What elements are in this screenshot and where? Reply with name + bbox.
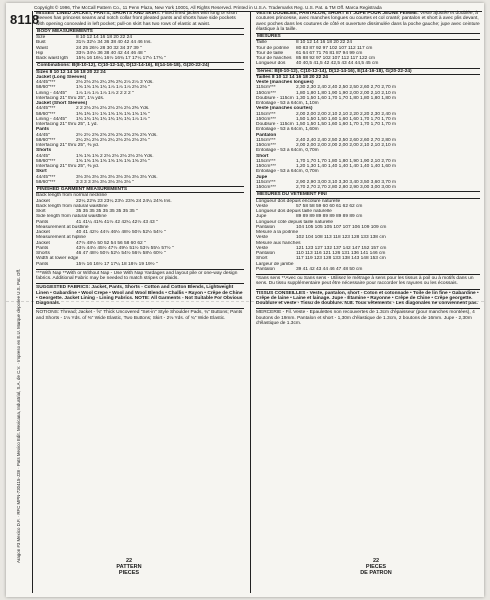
vetement-fini-row-label: Veste [256, 245, 269, 251]
finished-measurement-row-values: 47½ 48½ 50 52 54 56 58 60 62 " [76, 240, 146, 246]
metrage-row-label: 150cm*** [256, 164, 276, 169]
nap-note: ***With Nap **With or Without Nap - Use With Nap Yardages and layout pile or one-way design fabrics. Additional Fabric may be needed to match stripes or plaids. [36, 269, 244, 282]
vetement-fini-row-values: 102 104 108 113 118 123 128 133 138 cm [296, 235, 386, 241]
fabric-row-label: 58/60"*** [36, 85, 56, 91]
vetement-fini-row-values: 89 89 89 89 89 89 89 89 89 cm [296, 214, 363, 220]
fabric-row-label: Skirt [36, 169, 47, 175]
finished-measurement-row-label: Pants [36, 261, 49, 267]
metrage-row-label: 115cm*** [256, 179, 276, 185]
finished-measurement-row-label: Width at lower edge [36, 256, 79, 262]
mesure-row [256, 61, 480, 66]
pattern-pieces-label-2: PIECES [118, 570, 140, 577]
fabric-row-values: 2½ 2½ 2⅝ 2⅝ 2⅝ 2⅝ 2⅝ 2⅝ 2⅝ Yds. [76, 132, 158, 138]
fabric-row-label: 44/45" [36, 153, 50, 159]
fabric-row-values: 1⅞ 1⅞ 1⅞ 1⅞ 1⅞ 2 2 2 2 " [76, 90, 134, 96]
pieces-de-patron-label-2: DE PATRON [360, 570, 392, 577]
finished-measurement-row-label: Measurement at bustline [36, 224, 89, 230]
mesures-table [256, 40, 480, 66]
body-measurement-row-values: 15¾ 16 16¼ 16½ 16¾ 17 17¼ 17½ 17¾ " [76, 56, 166, 61]
finished-measurement-row [36, 262, 244, 267]
tailles-header-text: Tailles 8 10 12 14 16 18 20 22 24 [256, 74, 328, 80]
body-measurement-row-values: 24 25 26½ 28 30 32 34 37 39 " [76, 45, 142, 51]
vetement-fini-row-values: 117 119 123 128 133 138 143 148 153 cm [296, 256, 386, 262]
metrage-row-values: 1,30 1,50 1,60 1,70 1,70 1,80 1,80 1,80 1,80 m [296, 95, 397, 101]
vetement-fini-row [256, 267, 480, 272]
metrage-row-values: 1,70 1,70 1,70 1,80 1,80 1,90 1,90 2,10 2,70 m [296, 158, 397, 164]
metrage-row-label: Veste (manches longues) [256, 80, 314, 85]
mesure-row-label: Tour de hanches [256, 56, 292, 61]
vetement-fini-row-label: Jupe [256, 214, 267, 220]
vetement-fini-row-label: Longueur dos depuis encolure naturelle [256, 198, 341, 204]
mesure-row-label: Tour de poitrine [256, 45, 290, 51]
pieces-de-patron-count [336, 558, 416, 577]
vetement-fini-table [256, 199, 480, 273]
fabric-row-label: 58/60"*** [36, 179, 56, 185]
metrage-row-label: 115cm*** [256, 111, 276, 117]
body-measurement-row-label: Hip [36, 50, 44, 56]
fabric-row-label: Jacket (Short Sleeves) [36, 101, 88, 106]
body-measurement-row-label: Waist [36, 45, 48, 51]
body-measurements-heading: BODY MEASUREMENTS [36, 28, 244, 35]
pattern-pieces-label-1: PATTERN [116, 564, 142, 571]
pieces-de-patron-label-1: PIECES [365, 564, 387, 571]
fabric-row-label: Interfacing 21" thru 25", 1⅛ yds. [36, 95, 105, 101]
metrage-row-label: Entoilage - 53 à 64cm, 0,70m [256, 169, 319, 175]
fabric-row-label: Interfacing 21" thru 25", ⅜ yd. [36, 164, 100, 169]
vetement-fini-row-label: Veste [256, 203, 269, 209]
fabric-row-label: Interfacing 21" thru 25", 1 yd. [36, 122, 98, 127]
finished-measurement-row-values: 22¼ 22⅝ 23 23¼ 23½ 23⅝ 24 24¼ 24⅝ Ins. [76, 198, 172, 204]
french-description-body: Veste ajustée et doublée, à coutures princesse, avec manches longues ou courtes et col cranté; pantalon et short à avec plis devant, avec poches dans les coutures de côté et ouverture dissimulée dans la poche gauche; jupe avec ceinture élastique à la taille. [256, 11, 480, 32]
mesure-row-values: 85 88 92 97 102 107 112 117 122 cm [296, 56, 376, 61]
finished-measurement-row-label: Side length from natural waistline [36, 214, 107, 220]
metrage-row-label: Doublure - 115cm [256, 95, 294, 101]
fabric-row-values: 1¾ 1¾ 1¾ 1¾ 1¾ 1¾ 1¾ 1⅞ 1⅞ " [76, 116, 150, 122]
finished-measurement-row-values: 35 35 35 35 35 35 35 35 35 " [76, 209, 138, 214]
fabric-row-values: 2¼ 2¼ 2⅛ 2⅛ 2¼ 2⅛ 2⅛ 2⅛ 2⅛ " [76, 137, 150, 143]
fabric-row-label: Shorts [36, 148, 52, 154]
finished-measurement-row-label: Back length from normal neckline [36, 193, 107, 199]
metrage-row-label: Veste (manches courtes) [256, 106, 313, 112]
body-measurement-row-label: Bust [36, 40, 46, 46]
metrage-table [256, 80, 480, 190]
sens-note: *Sans sens **Avec ou Sans sens - Utilisez le métrage à sens pour les tissus à poil ou à motifs dans un sens. Du tissu supplémentaire peut être nécessaire pour raccorder les rayures ou les écossais. [256, 274, 480, 287]
metrage-row-values: 2,40 2,40 2,40 2,50 2,50 2,60 2,60 2,70 2,80 m [296, 137, 397, 143]
fabric-row-values: 2 2 2⅛ 2⅛ 2⅛ 2⅛ 2⅛ 2⅛ 2⅜ Yds. [76, 106, 150, 112]
english-description [36, 11, 244, 27]
tissus-conseilles: TISSUS CONSEILLES - Veste, pantalon, short - Coton et cotonnade • Toile de lin fine • Gabardine • Crêpe de laine • Laine et lainage. Jupe - Étamine • Rayonne • Crêpe de Chine • Crêpe georgette. Doublure et veste - Tissu de doublure. N.B. Tous vêtements - Les diagonales ne conviennent pas. [256, 290, 479, 306]
metrage-row-label: Entoilage - 53 à 64cm, 1,60m [256, 127, 319, 133]
fabric-row-label: Lining - 44/45" [36, 116, 67, 122]
fabric-row-values: 1⅝ 1⅝ 1⅝ 2 2⅛ 2⅛ 2⅛ 2⅛ 2⅛ Yds. [76, 153, 154, 159]
vetement-fini-row-label: Longueur côté depuis taille naturelle [256, 219, 334, 225]
pattern-pieces-number: 22 [125, 558, 133, 564]
fabric-requirements-table [36, 75, 244, 185]
mesure-row-values: 61 64 67 71 76 81 87 94 99 cm [296, 50, 363, 56]
metrage-row-values: 2,90 2,90 3,00 3,10 3,30 3,40 3,50 3,60 3,70 m [296, 179, 397, 185]
fabric-row-label: Jacket (Long Sleeves) [36, 74, 87, 80]
metrage-row-label: 115cm*** [256, 137, 276, 143]
fabric-row-label: 58/60"*** [36, 158, 56, 164]
vetement-fini-row-label: Longueur dos depuis taille naturelle [256, 209, 332, 214]
metrage-row-label: Short [256, 153, 269, 159]
pattern-envelope-back [6, 3, 484, 597]
fabric-row-label: 58/60"*** [36, 137, 56, 143]
center-divider [250, 11, 251, 593]
metrage-row-label: 115cm*** [256, 85, 276, 91]
suggested-fabrics: SUGGESTED FABRICS: Jacket, Pants, Shorts - Cotton and Cotton Blends, Lightweight Linen • Gabardine • Wool Crepe • Wool and Wool Blends • Challis • Rayon • Crêpe de Chine • Georgette. Jacket Lining - Lining Fabrics. NOTE: All Garments - Not Suitable For Obvious Diagonals. [36, 285, 243, 306]
vetement-fini-row-values: 121 123 127 132 137 142 147 152 157 cm [296, 245, 387, 251]
metrage-row-label: 115cm*** [256, 158, 276, 164]
finished-measurement-row-values: 40 41 42½ 44½ 46½ 48½ 50½ 52½ 54½ " [76, 230, 166, 235]
vetement-fini-row-values: 110 113 116 121 126 131 136 141 146 cm [296, 251, 386, 256]
mesure-row-values: 8 10 12 14 16 18 20 22 24 [296, 40, 353, 46]
sizes-header-text: Sizes 8 10 12 14 16 18 20 22 24 [36, 69, 106, 75]
finished-measurements-table [36, 193, 244, 267]
fabric-row-label: 44/45"*** [36, 174, 56, 180]
metrage-row-label: Entoilage - 53 à 64cm, 0,70m [256, 148, 319, 154]
side-imprint-text: Aragon #3 Mexico D.F. · RFC MPN-720415-J28 · Pats Mexico Edit. Mexicana, Industrial, S.A. de C.V. · Impreso en E.U. Marque deposee U.S. Pat. Off. [16, 268, 21, 563]
finished-measurement-row-label: Pants [36, 219, 49, 225]
finished-measurement-row-label: Measurement at hipline [36, 235, 86, 241]
finished-measurement-row-label: Jacket [36, 198, 50, 204]
fabric-row-values: 1⅝ 1⅝ 1⅝ 1¾ 1⅞ 1⅞ 1⅞ 2⅛ 2⅛ " [76, 85, 150, 91]
fabric-row-label: Lining - 44/45" [36, 90, 67, 96]
english-column [36, 11, 244, 321]
fabric-row-label: Pants [36, 127, 50, 133]
metrage-row-label: 150cm*** [256, 185, 276, 190]
fabric-row-values: 3⅛ 3⅛ 3⅛ 3⅛ 3⅛ 3⅛ 3⅛ 3⅛ 3⅛ Yds. [76, 174, 158, 180]
fabric-row-label: 44/45" [36, 132, 50, 138]
vetement-fini-row-values: 39 41 42 43 44 46 47 48 50 cm [296, 266, 363, 272]
metrage-row-label: Entoilage - 53 à 64cm, 1,10m [256, 101, 319, 106]
vetement-fini-row-label: Pantalon [256, 266, 275, 272]
metrage-row-label: Jupe [256, 174, 268, 180]
combinations-line: Combinations: B(8-10-12), C(10-12-14), D(12-14-16), E(14-16-18), G(20-22-24) [36, 62, 244, 69]
metrage-row-label: Doublure - 115cm [256, 122, 294, 127]
finished-measurements-heading: FINISHED GARMENT MEASUREMENTS [36, 186, 244, 193]
finished-measurement-row-values: 15½ 16 16½ 17 17¼ 18 18½ 19 19½ " [76, 261, 158, 267]
body-measurement-row-values: 31½ 32½ 34 36 38 40 42 44 46 Ins. [76, 40, 152, 46]
finished-measurement-row-label: Shorts [36, 251, 50, 256]
finished-measurement-row-label: Back length from natural waistline [36, 203, 108, 209]
vetement-fini-row-label: Veste [256, 235, 269, 241]
finished-measurement-row-label: Skirt [36, 209, 46, 214]
vetement-fini-row-values: 57 58 58 59 60 60 61 62 62 cm [296, 203, 363, 209]
fabric-row-label: 44/45"*** [36, 106, 56, 112]
body-measurement-row-values: 8 10 12 14 16 18 20 22 24 [76, 35, 133, 40]
body-measurement-row-label: Size [36, 35, 46, 40]
fabric-row-values: 2⅛ 2⅛ 2⅛ 2¼ 2⅜ 2¾ 2⅞ 2⅞ 3 Yds. [76, 80, 154, 85]
mesure-row-values: 40 40,5 41,5 42 42,5 43 44 44,5 45 cm [296, 61, 379, 67]
mesures-heading: MESURES [256, 33, 480, 40]
french-description-title: VESTE DOUBLEE, PANTALON, SHORT ET JUPE POUR JEUNE FEMME: [256, 11, 419, 16]
series-line: Séries: B(8-10-12), C(10-12-14), D(12-14-16), E(14-16-18), G(20-22-24) [256, 68, 480, 75]
pattern-number: 8118 [10, 12, 40, 27]
vetement-fini-row-label: Pantalon [256, 224, 275, 230]
vetement-fini-row-label: Largeur de jambe [256, 261, 294, 267]
notions: NOTIONS: Thread; Jacket - ⅝" Thick Uncovered "Set-in" Style Shoulder Pads, ¾" Buttons; Pants and Shorts - 1⅛ Yds. of ⅜" Wide Elastic, Two Buttons; Skirt - 2⅛ Yds. of ¾" Wide Elastic. [36, 310, 243, 321]
metrage-row-values: 1,20 1,30 1,40 1,40 1,40 1,40 1,40 1,40 1,60 m [296, 164, 397, 169]
pieces-de-patron-number: 22 [372, 558, 380, 564]
metrage-row-values: 2,30 2,30 2,40 2,40 2,50 2,50 2,60 2,70 2,70 m [296, 85, 397, 91]
finished-measurement-row-values: 46 47 48½ 50½ 52½ 54½ 56½ 58½ 60½ " [76, 251, 166, 256]
english-description-body: Fitted lined jacket with long or short sleeves has princess seams and notch collar front pleated pants and shorts have side pockets with opening concealed in left pocket; pull-on skirt has two rows of elastic at waist. [36, 11, 238, 27]
body-measurement-row-values: 33½ 34½ 36 38 40 42 44 46 48 " [76, 50, 146, 56]
finished-measurement-row-label: Jacket [36, 230, 50, 235]
metrage-row-label: Pantalon [256, 132, 277, 138]
finished-measurement-row-label: Jacket [36, 240, 50, 246]
vetement-fini-row-label: Pantalon [256, 251, 275, 256]
fabric-row-label: Interfacing 21" thru 25", ⅜ yd. [36, 143, 100, 148]
vetement-fini-row-label: Short [256, 256, 268, 262]
mesure-row-label: Taille [256, 40, 267, 46]
metrage-row-values: 2,00 2,00 2,00 2,00 2,00 2,00 2,10 2,10 2,10 m [296, 143, 397, 148]
metrage-row-values: 2,00 2,00 2,00 2,10 2,10 2,20 2,20 2,30 2,40 m [296, 111, 397, 117]
french-column [256, 11, 480, 326]
metrage-row [256, 185, 480, 190]
metrage-row-label: 150cm*** [256, 90, 276, 96]
mesure-row-values: 80 83 87 92 97 102 107 112 117 cm [296, 45, 373, 51]
left-margin-rule [32, 11, 33, 593]
fabric-row-label: 44/45"*** [36, 80, 56, 85]
finished-measurement-row-values: 41 41¼ 41⅜ 41½ 42 42¼ 42½ 43 43 " [76, 219, 158, 225]
finished-measurement-row-label: Pants [36, 245, 49, 251]
metrage-row-values: 1,50 1,50 1,50 1,60 1,60 1,60 1,70 1,70 1,70 m [296, 116, 397, 122]
copyright-line: Copyright © 1996, The McCall Pattern Co., 11 Penn Plaza, New York 10001, All Rights Reserved. Printed in U.S.A. Trademarks Reg. U.S. Pat. & TM Off. Marca Registrada [34, 5, 382, 10]
french-description [256, 11, 480, 32]
mercerie: MERCERIE - Fil. Veste - Epaulettes non recouvertes de 1.3cm d'épaisseur (pour manches montées), 4 boutons de 19mm. Pantalon et short - 1,30m d'élastique de 1.3cm, 2 boutons de 16mm. Jupe - 2,30m d'élastique de 1.3cm. [256, 308, 480, 326]
fabric-row-values: 1⅝ 1⅝ 1⅝ 1⅝ 1⅝ 1⅝ 1⅝ 1⅝ 2⅛ " [76, 158, 150, 164]
body-measurements-table [36, 35, 244, 61]
fabric-row [36, 180, 244, 185]
english-description-title: MISSES' LINED JACKET, PANTS, SHORTS AND SKIRT: [36, 11, 161, 16]
metrage-row-label: 150cm*** [256, 143, 276, 148]
metrage-row-values: 1,80 1,80 1,80 1,90 1,90 2,00 2,00 2,10 2,10 m [296, 90, 397, 96]
metrage-row-values: 2,70 2,70 2,70 2,80 2,80 2,90 3,00 3,00 3,00 m [296, 185, 397, 190]
vetement-fini-row-label: Mesure aux hanches [256, 240, 301, 246]
vetement-fini-row-label: Mesure à la poitrine [256, 230, 299, 235]
metrage-row-values: 1,50 1,50 1,50 1,60 1,60 1,70 1,70 1,70 1,70 m [296, 122, 397, 127]
body-measurement-row [36, 56, 244, 61]
fabric-row-values: 3 3 3 3 3⅛ 3⅛ 3⅛ 3⅛ 3⅛ " [76, 179, 134, 185]
vetement-fini-row-values: 104 105 105 105 107 107 106 109 109 cm [296, 224, 387, 230]
mesure-row-label: Tour de taille [256, 50, 284, 56]
pattern-pieces-count [94, 558, 164, 577]
fabric-row-values: 1⅜ 1⅜ 1½ 1⅝ 1⅝ 1⅝ 1⅝ 1⅝ 1⅝ " [76, 111, 150, 117]
finished-measurement-row-values: 43½ 44½ 45½ 47½ 49½ 51½ 53½ 55½ 57½ " [76, 245, 174, 251]
vetement-fini-heading: MESURES DU VETEMENT FINI [256, 191, 480, 198]
fabric-row-label: 58/60"*** [36, 111, 56, 117]
body-measurement-row-label: Back waist lgth [36, 56, 68, 61]
metrage-row-label: 150cm*** [256, 116, 276, 122]
mesure-row-label: Longueur dos [256, 61, 286, 67]
